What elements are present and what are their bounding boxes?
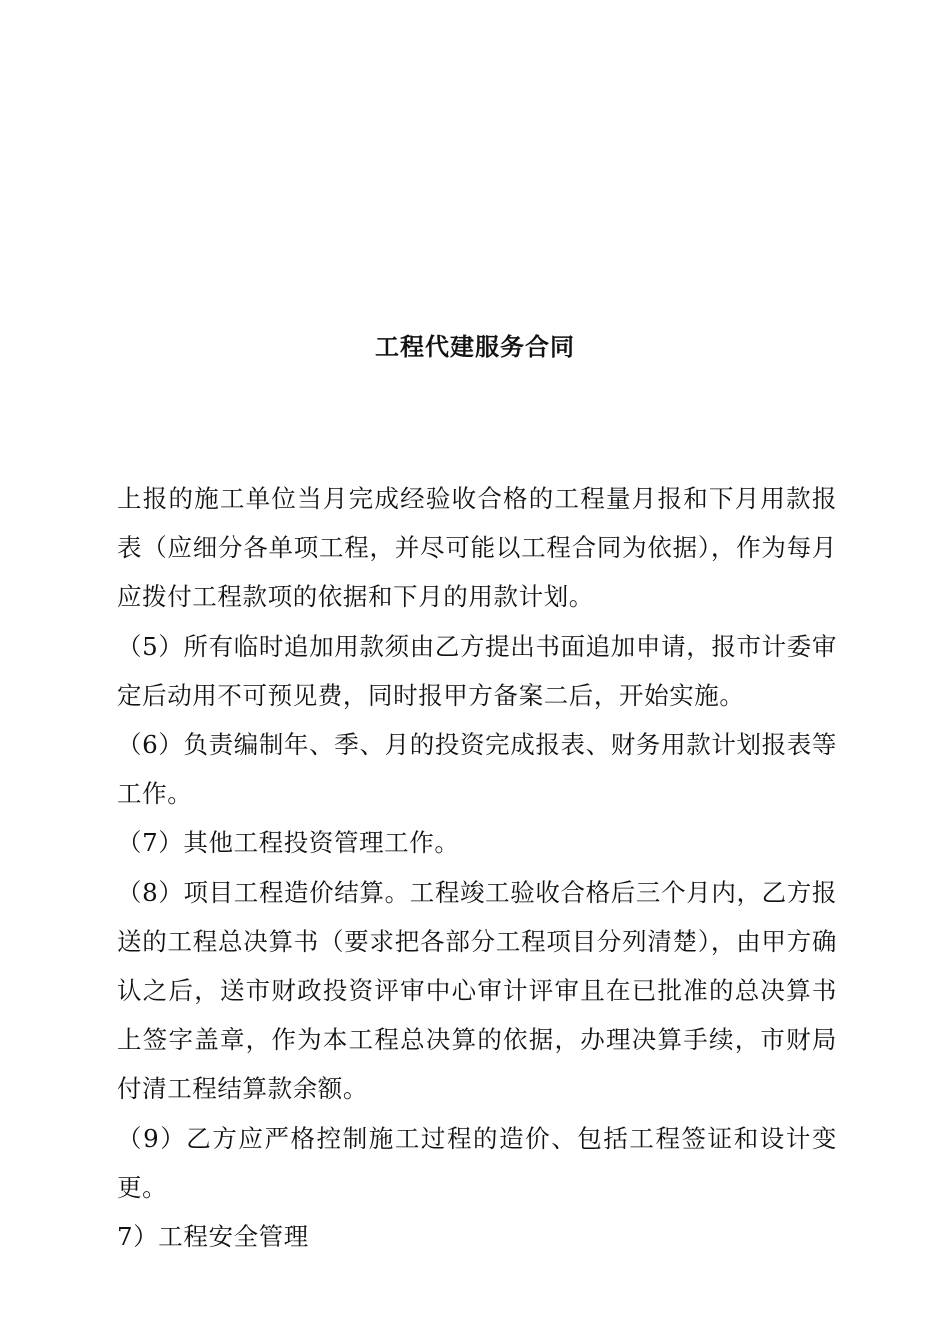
paragraph-item-5: （5）所有临时追加用款须由乙方提出书面追加申请，报市计委审定后动用不可预见费，同时报甲方备案二后，开始实施。 (117, 631, 837, 710)
document-body (117, 474, 837, 1261)
paragraph-item-9: （9）乙方应严格控制施工过程的造价、包括工程签证和设计变更。 (117, 1123, 837, 1202)
document-title: 工程代建服务合同 (375, 333, 575, 361)
paragraph-item-7: （7）其他工程投资管理工作。 (117, 828, 460, 858)
paragraph-monthly-report: 上报的施工单位当月完成经验收合格的工程量月报和下月用款报表（应细分各单项工程，并尽可能以工程合同为依据），作为每月应拨付工程款项的依据和下月的用款计划。 (117, 484, 837, 612)
paragraph-item-8: （8）项目工程造价结算。工程竣工验收合格后三个月内，乙方报送的工程总决算书（要求把各部分工程项目分列清楚），由甲方确认之后，送市财政投资评审中心审计评审且在已批准的总决算书上签字盖章，作为本工程总决算的依据，办理决算手续，市财局付清工程结算款余额。 (117, 877, 837, 1104)
paragraph-item-6: （6）负责编制年、季、月的投资完成报表、财务用款计划报表等工作。 (117, 730, 837, 809)
section-heading-safety: 7）工程安全管理 (117, 1222, 309, 1252)
